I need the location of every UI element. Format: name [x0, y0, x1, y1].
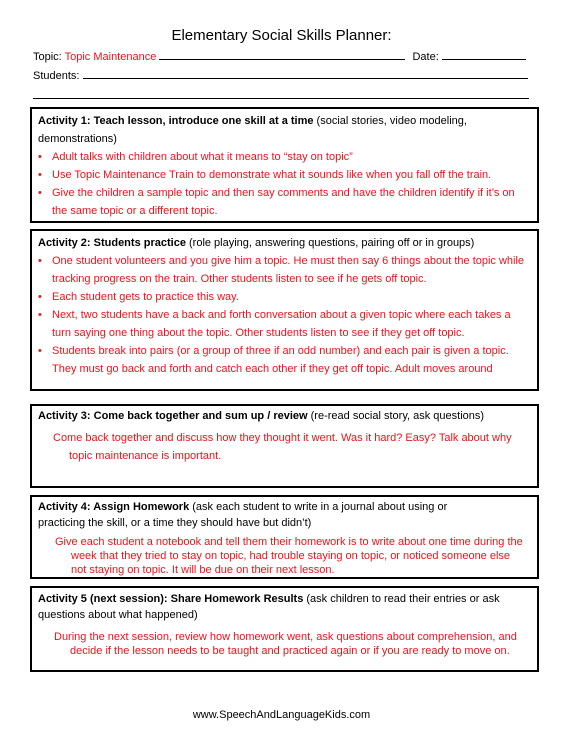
activity-5-header	[32, 591, 537, 623]
students-row	[33, 67, 528, 82]
topic-value: Topic Maintenance	[64, 51, 157, 63]
students-label: Students:	[33, 70, 80, 82]
activity-4-note: (ask each student to write in a journal about using or practicing the skill, or a time they should have but didn’t)	[38, 501, 448, 529]
activity-4-box	[30, 495, 539, 579]
activity-4-heading: Activity 4: Assign Homework	[38, 501, 190, 513]
activity-1-heading: Activity 1: Teach lesson, introduce one skill at a time	[38, 115, 314, 127]
activity-5-note: (ask children to read their entries or ask questions about what happened)	[38, 593, 500, 621]
activity-2-header	[32, 234, 537, 252]
activity-5-box	[30, 586, 539, 672]
list-item: • Give the children a sample topic and then say comments and have the children identify if it’s on the same topic or a different topic.	[32, 184, 537, 220]
activity-2-note: (role playing, answering questions, pairing off or in groups)	[185, 237, 475, 249]
activity-5-text: During the next session, review how homework went, ask questions about comprehension, and decide if the lesson needs to be taught and practiced again or if you are ready to move on.	[54, 631, 517, 657]
footer-url: www.SpeechAndLanguageKids.com	[192, 709, 371, 721]
list-item: • Use Topic Maintenance Train to demonstrate what it sounds like when you fall off the train.	[32, 166, 537, 184]
list-item: • Each student gets to practice this way.	[32, 288, 537, 306]
blank-line	[33, 98, 529, 99]
page-title: Elementary Social Skills Planner:	[171, 27, 392, 44]
activity-3-text: Come back together and discuss how they thought it went. Was it hard? Easy? Talk about why topic maintenance is important.	[53, 432, 512, 462]
activity-5-heading: Activity 5 (next session): Share Homework Results	[38, 593, 304, 605]
activity-1-note: (social stories, video modeling, demonstrations)	[38, 115, 467, 145]
activity-2-box	[30, 229, 539, 391]
activity-2-list	[32, 252, 537, 378]
list-item: • Adult talks with children about what it means to “stay on topic”	[32, 148, 537, 166]
date-label: Date:	[412, 51, 439, 63]
date-line	[442, 48, 526, 60]
activity-1-box	[30, 107, 539, 223]
topic-label: Topic:	[33, 51, 62, 63]
activity-2-heading: Activity 2: Students practice	[38, 237, 186, 249]
activity-4-header	[32, 499, 537, 531]
list-item: • Next, two students have a back and forth conversation about a given topic where each takes a turn saying one thing about the topic. Other students listen to see if they get off topic.	[32, 306, 537, 342]
list-item: • One student volunteers and you give him a topic. He must then say 6 things about the topic while tracking progress on the train. Other students listen to see if he gets off topic.	[32, 252, 537, 288]
activity-3-box	[30, 404, 539, 488]
activity-4-text: Give each student a notebook and tell them their homework is to write about one time during the week that they tried to stay on topic, had trouble staying on topic, or noticed someone else not staying on topic. It will be due on their next lesson.	[55, 536, 523, 576]
activity-1-header	[32, 112, 537, 148]
list-item: • Students break into pairs (or a group of three if an odd number) and each pair is given a topic. They must go back and forth and catch each other if they get off topic. Adult moves around	[32, 342, 537, 378]
topic-line	[159, 48, 405, 60]
activity-3-header	[32, 407, 537, 425]
activity-3-heading: Activity 3: Come back together and sum up / review	[38, 410, 308, 422]
topic-row	[33, 48, 526, 63]
students-line	[83, 67, 528, 79]
activity-1-list	[32, 148, 537, 220]
activity-3-note: (re-read social story, ask questions)	[307, 410, 485, 422]
